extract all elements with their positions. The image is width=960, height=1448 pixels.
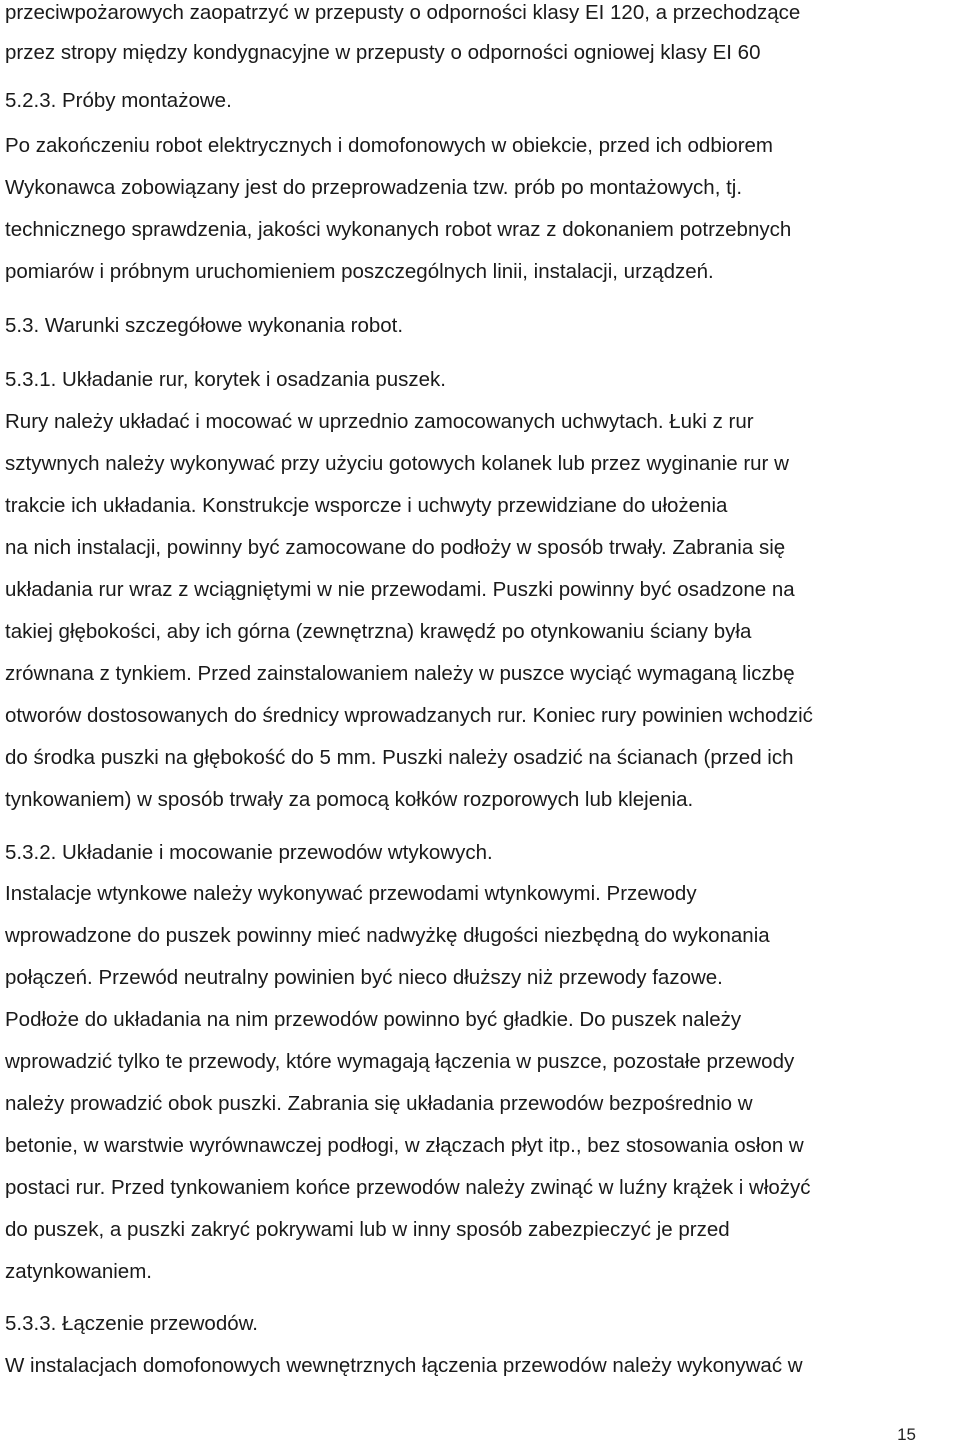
text-line: Po zakończeniu robot elektrycznych i domofonowych w obiekcie, przed ich odbiorem: [5, 134, 773, 157]
text-line: trakcie ich układania. Konstrukcje wsporcze i uchwyty przewidziane do ułożenia: [5, 494, 728, 517]
section-heading: 5.3.2. Układanie i mocowanie przewodów wtykowych.: [5, 841, 493, 864]
text-line: tynkowaniem) w sposób trwały za pomocą kołków rozporowych lub klejenia.: [5, 788, 694, 811]
text-line: zrównana z tynkiem. Przed zainstalowaniem należy w puszce wyciąć wymaganą liczbę: [5, 662, 795, 685]
text-line: betonie, w warstwie wyrównawczej podłogi, w złączach płyt itp., bez stosowania osłon w: [5, 1134, 804, 1157]
text-line: połączeń. Przewód neutralny powinien być nieco dłuższy niż przewody fazowe.: [5, 966, 723, 989]
text-line: przez stropy między kondygnacyjne w przepusty o odporności ogniowej klasy EI 60: [5, 41, 761, 64]
text-line: Wykonawca zobowiązany jest do przeprowadzenia tzw. prób po montażowych, tj.: [5, 176, 743, 199]
text-line: do środka puszki na głębokość do 5 mm. Puszki należy osadzić na ścianach (przed ich: [5, 746, 794, 769]
text-line: sztywnych należy wykonywać przy użyciu gotowych kolanek lub przez wyginanie rur w: [5, 452, 789, 475]
text-line: do puszek, a puszki zakryć pokrywami lub w inny sposób zabezpieczyć je przed: [5, 1218, 730, 1241]
text-line: Rury należy układać i mocować w uprzednio zamocowanych uchwytach. Łuki z rur: [5, 410, 754, 433]
text-line: takiej głębokości, aby ich górna (zewnętrzna) krawędź po otynkowaniu ściany była: [5, 620, 752, 643]
section-heading: 5.3.1. Układanie rur, korytek i osadzania puszek.: [5, 368, 446, 391]
text-line: W instalacjach domofonowych wewnętrznych łączenia przewodów należy wykonywać w: [5, 1354, 803, 1377]
text-line: otworów dostosowanych do średnicy wprowadzanych rur. Koniec rury powinien wchodzić: [5, 704, 813, 727]
text-line: wprowadzone do puszek powinny mieć nadwyżkę długości niezbędną do wykonania: [5, 924, 770, 947]
text-line: wprowadzić tylko te przewody, które wymagają łączenia w puszce, pozostałe przewody: [5, 1050, 795, 1073]
text-line: należy prowadzić obok puszki. Zabrania się układania przewodów bezpośrednio w: [5, 1092, 753, 1115]
text-line: układania rur wraz z wciągniętymi w nie przewodami. Puszki powinny być osadzone na: [5, 578, 795, 601]
page-number: 15: [897, 1425, 916, 1444]
section-heading: 5.3. Warunki szczegółowe wykonania robot.: [5, 314, 404, 337]
section-heading: 5.2.3. Próby montażowe.: [5, 89, 232, 112]
section-heading: 5.3.3. Łączenie przewodów.: [5, 1312, 258, 1335]
text-line: pomiarów i próbnym uruchomieniem poszczególnych linii, instalacji, urządzeń.: [5, 260, 714, 283]
text-line: Podłoże do układania na nim przewodów powinno być gładkie. Do puszek należy: [5, 1008, 742, 1031]
text-line: przeciwpożarowych zaopatrzyć w przepusty o odporności klasy EI 120, a przechodzące: [5, 1, 801, 24]
text-line: zatynkowaniem.: [5, 1260, 152, 1283]
text-line: postaci rur. Przed tynkowaniem końce przewodów należy zwinąć w luźny krążek i włożyć: [5, 1176, 811, 1199]
text-line: na nich instalacji, powinny być zamocowane do podłoży w sposób trwały. Zabrania się: [5, 536, 786, 559]
text-line: Instalacje wtynkowe należy wykonywać przewodami wtynkowymi. Przewody: [5, 882, 697, 905]
text-line: technicznego sprawdzenia, jakości wykonanych robot wraz z dokonaniem potrzebnych: [5, 218, 792, 241]
